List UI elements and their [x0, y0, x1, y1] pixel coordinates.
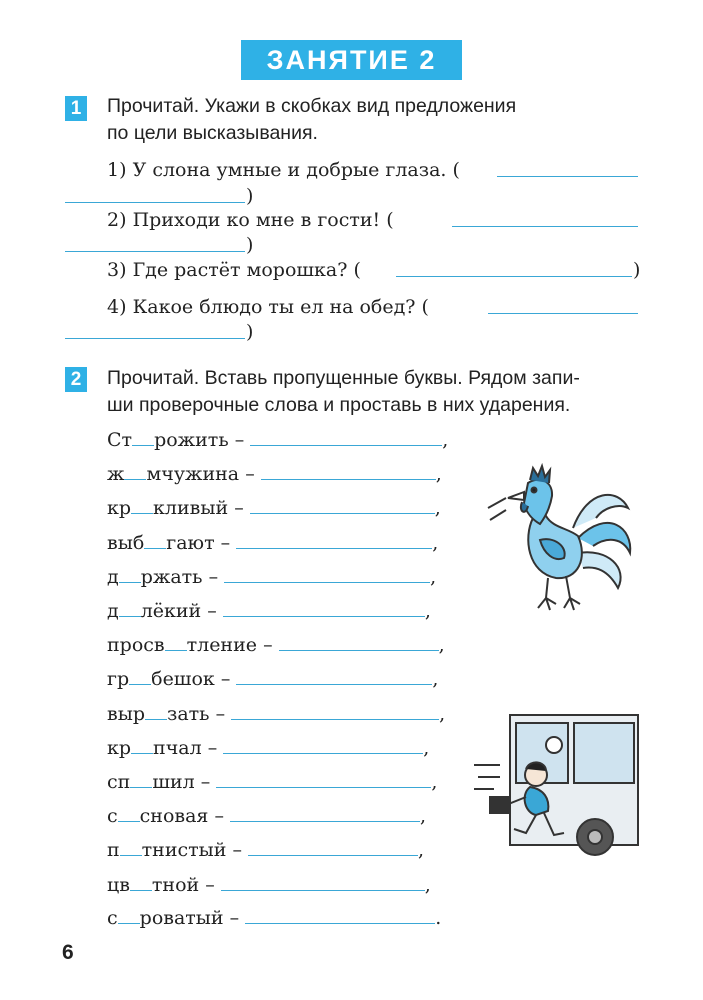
check-word-line[interactable] — [221, 872, 425, 891]
close-paren-3: ) — [633, 259, 641, 281]
word-row: цв тной – , — [107, 874, 431, 896]
task-1-badge: 1 — [65, 96, 87, 121]
missing-letter-blank[interactable] — [130, 769, 152, 788]
answer-line-1b[interactable] — [65, 202, 245, 203]
check-word-line[interactable] — [224, 564, 430, 583]
check-word-line[interactable] — [250, 427, 442, 446]
word-row: ж мчужина – , — [107, 463, 442, 485]
answer-line-4b[interactable] — [65, 338, 245, 339]
check-word-line[interactable] — [230, 803, 420, 822]
item-sentence: Какое блюдо ты ел на обед? — [132, 296, 416, 318]
word-row: п тнистый – , — [107, 839, 425, 861]
word-row: д лёкий – , — [107, 600, 431, 622]
task-1-instruction-line-1: Прочитай. Укажи в скобках вид предложения — [107, 95, 517, 117]
word-row: гр бешок – , — [107, 668, 439, 690]
word-row: просв тление – , — [107, 634, 445, 656]
item-number: 2) — [107, 209, 127, 231]
task-2-badge: 2 — [65, 367, 87, 392]
word-row: кр пчал – , — [107, 737, 430, 759]
task-1-item-3 — [107, 258, 361, 282]
check-word-line[interactable] — [279, 632, 439, 651]
page-number: 6 — [62, 941, 74, 964]
check-word-line[interactable] — [216, 769, 431, 788]
check-word-line[interactable] — [236, 530, 432, 549]
missing-letter-blank[interactable] — [124, 461, 146, 480]
close-paren-4: ) — [246, 321, 254, 343]
missing-letter-blank[interactable] — [131, 735, 153, 754]
rooster-illustration — [478, 458, 638, 618]
word-row: выр зать – , — [107, 703, 446, 725]
task-1-instruction-line-2: по цели высказывания. — [107, 122, 318, 144]
missing-letter-blank[interactable] — [131, 495, 153, 514]
missing-letter-blank[interactable] — [119, 564, 141, 583]
missing-letter-blank[interactable] — [165, 632, 187, 651]
word-row: Ст рожить – , — [107, 429, 449, 451]
check-word-line[interactable] — [231, 701, 439, 720]
open-paren: ( — [386, 209, 394, 231]
missing-letter-blank[interactable] — [120, 837, 142, 856]
close-paren-2: ) — [246, 234, 254, 256]
word-row: выб гают – , — [107, 532, 439, 554]
missing-letter-blank[interactable] — [119, 598, 141, 617]
item-sentence: У слона умные и добрые глаза. — [132, 159, 447, 181]
missing-letter-blank[interactable] — [118, 905, 140, 924]
word-row: с сновая – , — [107, 805, 427, 827]
answer-line-1a[interactable] — [497, 176, 638, 177]
answer-line-3[interactable] — [396, 276, 632, 277]
check-word-line[interactable] — [261, 461, 436, 480]
item-sentence: Где растёт морошка? — [132, 259, 348, 281]
check-word-line[interactable] — [223, 735, 423, 754]
task-1-item-1 — [107, 158, 460, 182]
word-row: кр кливый – , — [107, 497, 441, 519]
missing-letter-blank[interactable] — [144, 530, 166, 549]
missing-letter-blank[interactable] — [145, 701, 167, 720]
answer-line-2a[interactable] — [452, 226, 638, 227]
item-number: 4) — [107, 296, 127, 318]
missing-letter-blank[interactable] — [132, 427, 154, 446]
task-2-instruction-line-1: Прочитай. Вставь пропущенные буквы. Рядом запи- — [107, 367, 580, 389]
answer-line-2b[interactable] — [65, 251, 245, 252]
check-word-line[interactable] — [250, 495, 435, 514]
item-number: 3) — [107, 259, 127, 281]
check-word-line[interactable] — [245, 905, 435, 924]
missing-letter-blank[interactable] — [129, 666, 151, 685]
word-row: с роватый – . — [107, 907, 442, 929]
word-row: д ржать – , — [107, 566, 437, 588]
missing-letter-blank[interactable] — [118, 803, 140, 822]
task-1-item-2 — [107, 208, 394, 232]
task-1-item-4 — [107, 295, 429, 319]
check-word-line[interactable] — [223, 598, 425, 617]
open-paren: ( — [452, 159, 460, 181]
check-word-line[interactable] — [248, 837, 418, 856]
missing-letter-blank[interactable] — [130, 872, 152, 891]
item-sentence: Приходи ко мне в гости! — [132, 209, 381, 231]
bus-boy-illustration — [470, 705, 640, 865]
open-paren: ( — [353, 259, 361, 281]
answer-line-4a[interactable] — [488, 313, 638, 314]
check-word-line[interactable] — [236, 666, 432, 685]
word-row: сп шил – , — [107, 771, 438, 793]
task-2-instruction-line-2: ши проверочные слова и проставь в них ударения. — [107, 394, 571, 416]
item-number: 1) — [107, 159, 127, 181]
lesson-title: ЗАНЯТИЕ 2 — [241, 40, 462, 80]
open-paren: ( — [421, 296, 429, 318]
close-paren-1: ) — [246, 185, 254, 207]
